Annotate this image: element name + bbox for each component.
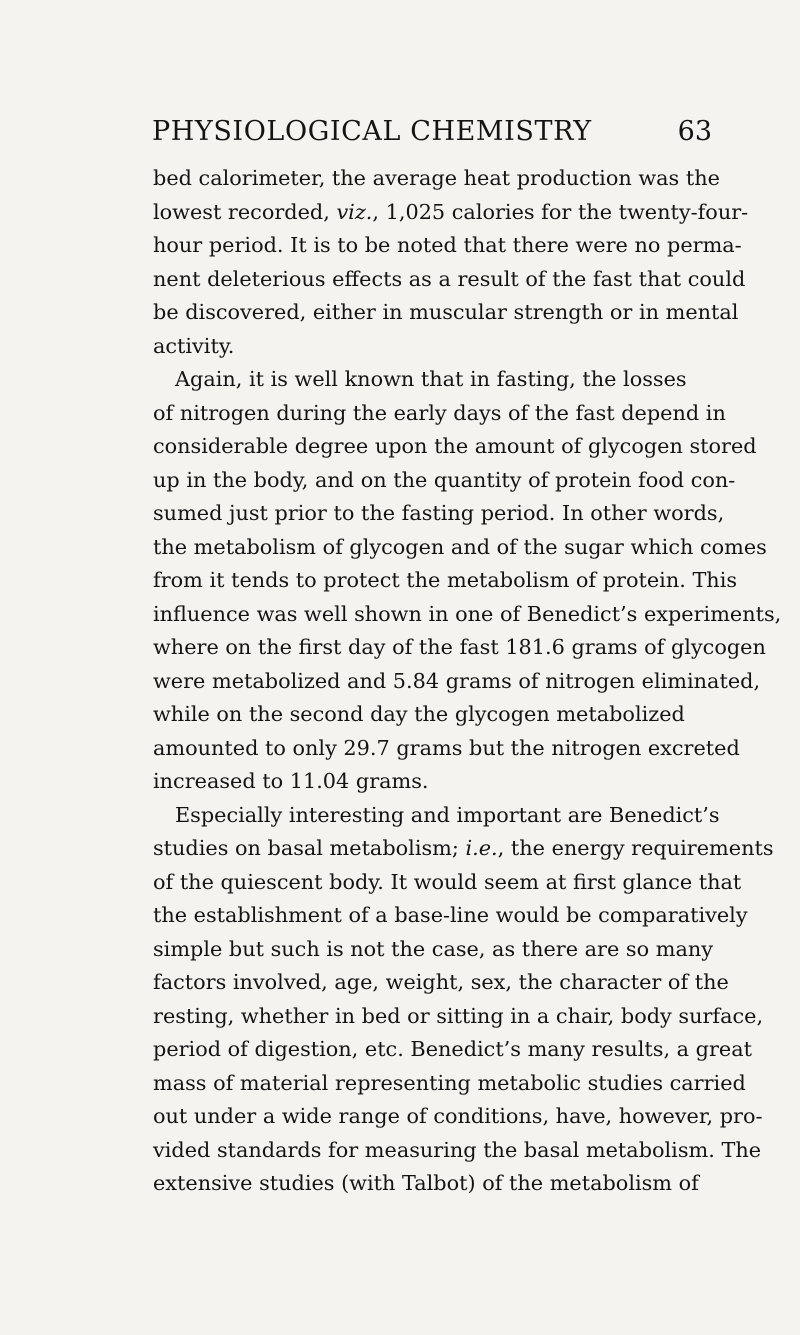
- text-line: nent deleterious effects as a result of the fast that could: [153, 266, 746, 291]
- text-line: influence was well shown in one of Benedict’s experiments,: [153, 601, 782, 626]
- text-line: period of digestion, etc. Benedict’s many results, a great: [153, 1037, 752, 1061]
- text-line: bed calorimeter, the average heat production was the: [153, 166, 720, 190]
- text-line: while on the second day the glycogen metabolized: [153, 702, 685, 726]
- text-line: up in the body, and on the quantity of protein food con-: [153, 467, 736, 492]
- text-line: of nitrogen during the early days of the fast depend in: [153, 400, 726, 425]
- text-line: vided standards for measuring the basal metabolism. The: [153, 1137, 762, 1162]
- text-line: were metabolized and 5.84 grams of nitrogen eliminated,: [153, 668, 761, 693]
- text-line: Especially interesting and important are Benedict’s: [175, 802, 720, 827]
- text-line: where on the first day of the fast 181.6 grams of glycogen: [153, 635, 766, 659]
- text-line: of the quiescent body. It would seem at first glance that: [153, 869, 742, 894]
- text-line: activity.: [153, 333, 235, 358]
- text-line: Again, it is well known that in fasting, the losses: [175, 367, 687, 391]
- text-line: considerable degree upon the amount of glycogen stored: [153, 434, 757, 458]
- text-line: the establishment of a base-line would be comparatively: [153, 903, 748, 927]
- running-head: [152, 112, 712, 152]
- body-text: [153, 162, 782, 1201]
- text-line: amounted to only 29.7 grams but the nitrogen excreted: [153, 735, 740, 760]
- text-line: lowest recorded, viz., 1,025 calories for the twenty-four-: [153, 199, 749, 224]
- text-line: extensive studies (with Talbot) of the metabolism of: [153, 1171, 699, 1195]
- text-line: out under a wide range of conditions, have, however, pro-: [153, 1104, 763, 1128]
- text-line: factors involved, age, weight, sex, the character of the: [153, 970, 729, 994]
- text-line: increased to 11.04 grams.: [153, 769, 429, 793]
- text-line: hour period. It is to be noted that there were no perma-: [153, 233, 742, 257]
- page-number: 63: [677, 116, 712, 147]
- text-line: mass of material representing metabolic studies carried: [153, 1070, 746, 1095]
- running-title: PHYSIOLOGICAL CHEMISTRY: [152, 116, 592, 147]
- text-line: sumed just prior to the fasting period. In other words,: [153, 501, 725, 525]
- text-line: simple but such is not the case, as there are so many: [153, 936, 713, 961]
- text-line: be discovered, either in muscular strength or in mental: [153, 300, 739, 324]
- text-line: resting, whether in bed or sitting in a chair, body surface,: [153, 1003, 764, 1028]
- text-line: from it tends to protect the metabolism of protein. This: [153, 568, 738, 592]
- text-line: studies on basal metabolism; i.e., the energy requirements: [153, 836, 774, 860]
- text-line: the metabolism of glycogen and of the sugar which comes: [153, 534, 767, 559]
